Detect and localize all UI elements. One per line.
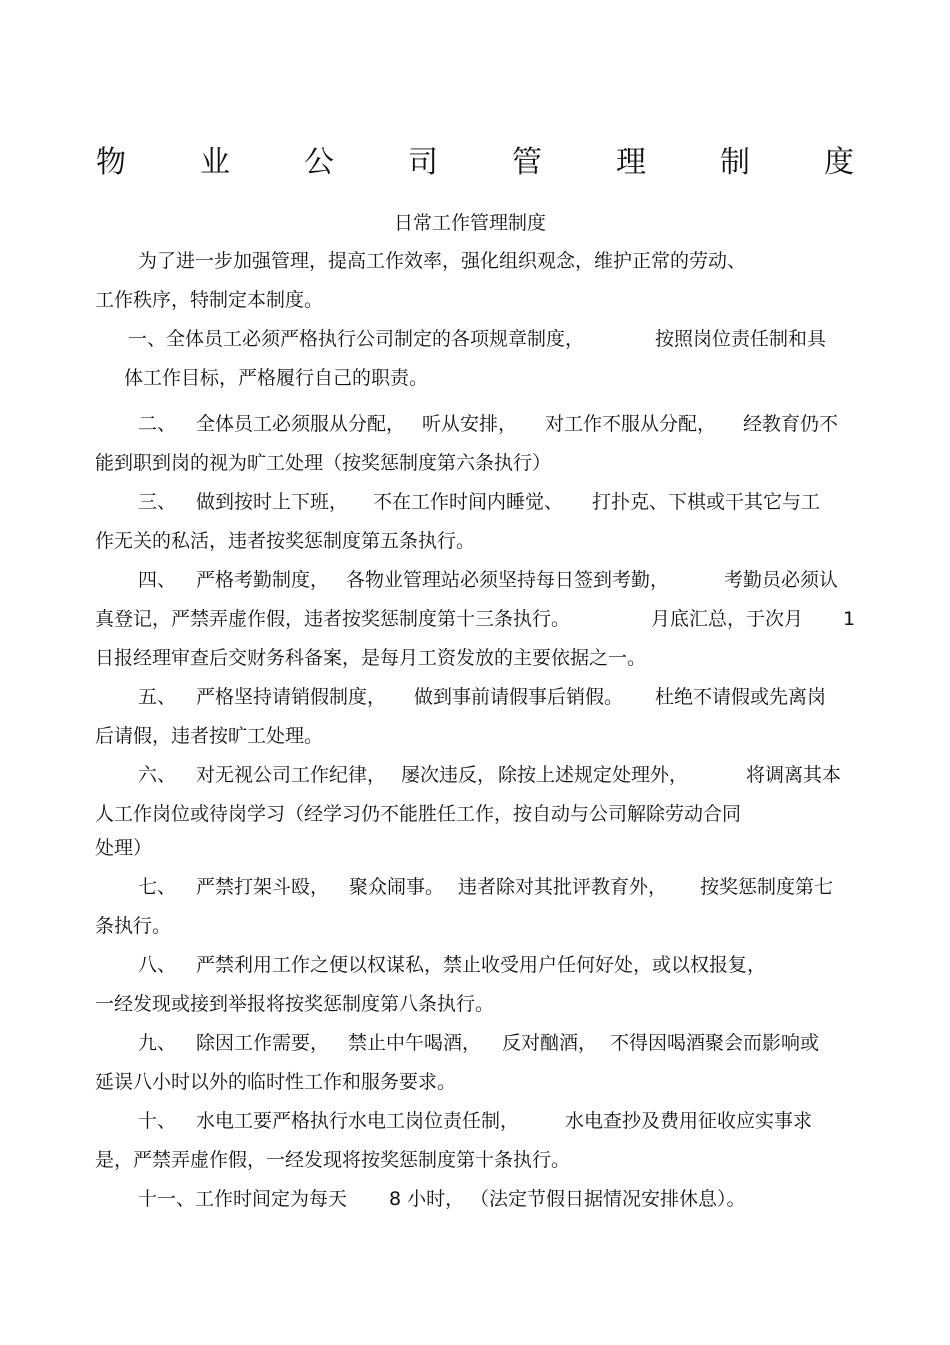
clause-number: 五、 [138,686,177,708]
clause-text: 十一、工作时间定为每天 [138,1188,348,1210]
intro-line: 工作秩序，特制定本制度。 [95,289,324,311]
clause-number: 十、 [138,1110,177,1132]
clause-text: 经教育仍不 [743,413,839,435]
title-char: 业 [200,145,230,180]
clause-number: 三、 [138,491,177,513]
clause-text: 禁止中午喝酒， [348,1032,482,1054]
clause-text: 对无视公司工作纪律， [196,764,387,786]
clause-text: 杜绝不请假或先离岗 [655,686,827,708]
clause-number: 七、 [138,876,177,898]
clause-text: 对工作不服从分配， [545,413,717,435]
clause-number: 九、 [138,1032,177,1054]
page-title [95,138,855,180]
title-char: 物 [96,145,126,180]
clause-text: 真登记，严禁弄虚作假，违者按奖惩制度第十三条执行。 [95,608,571,630]
clause-number: 四、 [138,569,177,591]
clause-text: 考勤员必须认 [724,569,839,591]
clause-text: 水电工要严格执行水电工岗位责任制， [196,1110,520,1132]
clause-text: 反对酗酒， [502,1032,598,1054]
clause-text: 除按上述规定处理外， [498,764,689,786]
clause-text: 一经发现或接到举报将按奖惩制度第八条执行。 [95,993,495,1015]
clause-text: 聚众闹事。 [349,876,445,898]
clause-text: 日报经理审查后交财务科备案，是每月工资发放的主要依据之一。 [95,647,647,669]
clause-text: 各物业管理站必须坚持每日签到考勤， [346,569,670,591]
clause-text: 人工作岗位或待岗学习（经学习仍不能胜任工作，按自动与公司解除劳动合同 [95,803,742,825]
clause-text: 能到职到岗的视为旷工处理（按奖惩制度第六条执行） [95,452,552,474]
clause-text: 除因工作需要， [196,1032,330,1054]
clause-text: 将调离其本 [746,764,842,786]
clause-text: 不得因喝酒聚会而影响或 [610,1032,820,1054]
clause-text: （法定节假日据情况安排休息）。 [470,1188,746,1210]
title-char: 制 [720,145,750,180]
clause-text: 严禁打架斗殴， [196,876,330,898]
title-char: 管 [512,145,542,180]
clause-text: 按照岗位责任制和具 [655,328,827,350]
clause-text: 后请假，违者按旷工处理。 [95,725,324,747]
clause-text: 全体员工必须服从分配， [196,413,406,435]
clause-text: 听从安排， [422,413,518,435]
clause-text: 一、全体员工必须严格执行公司制定的各项规章制度， [128,328,585,350]
section-subtitle: 日常工作管理制度 [393,212,546,234]
title-char: 理 [616,145,646,180]
clause-text: 做到按时上下班， [196,491,349,513]
clause-text: 处理） [95,837,153,859]
title-char: 度 [824,145,854,180]
title-char: 公 [304,145,334,180]
clause-text: 严禁利用工作之便以权谋私，禁止收受用户任何好处，或以权报复， [196,954,767,976]
clause-text: 违者除对其批评教育外， [458,876,668,898]
clause-number: 六、 [138,764,177,786]
clause-number: 二、 [138,413,177,435]
clause-text: 打扑克、下棋或干其它与工 [592,491,821,513]
clause-text: 作无关的私活，违者按奖惩制度第五条执行。 [95,530,476,552]
title-char: 司 [408,145,438,180]
clause-text: 是，严禁弄虚作假，一经发现将按奖惩制度第十条执行。 [95,1149,571,1171]
clause-text: 月底汇总，于次月 [651,608,804,630]
clause-text: 严格考勤制度， [196,569,330,591]
clause-text: 条执行。 [95,915,172,937]
clause-text: 不在工作时间内睡觉、 [373,491,564,513]
clause-text: 1 [843,608,856,630]
clause-text: 按奖惩制度第七 [700,876,834,898]
clause-text: 严格坚持请销假制度， [196,686,387,708]
intro-line: 为了进一步加强管理，提高工作效率，强化组织观念，维护正常的劳动、 [138,250,747,272]
clause-text: 延误八小时以外的临时性工作和服务要求。 [95,1071,457,1093]
clause-text: 8 小时， [389,1188,465,1210]
clause-text: 做到事前请假事后销假。 [414,686,624,708]
clause-number: 八、 [138,954,177,976]
clause-text: 水电查抄及费用征收应实事求 [565,1110,813,1132]
clause-text: 体工作目标，严格履行自己的职责。 [124,367,429,389]
clause-text: 屡次违反， [401,764,497,786]
